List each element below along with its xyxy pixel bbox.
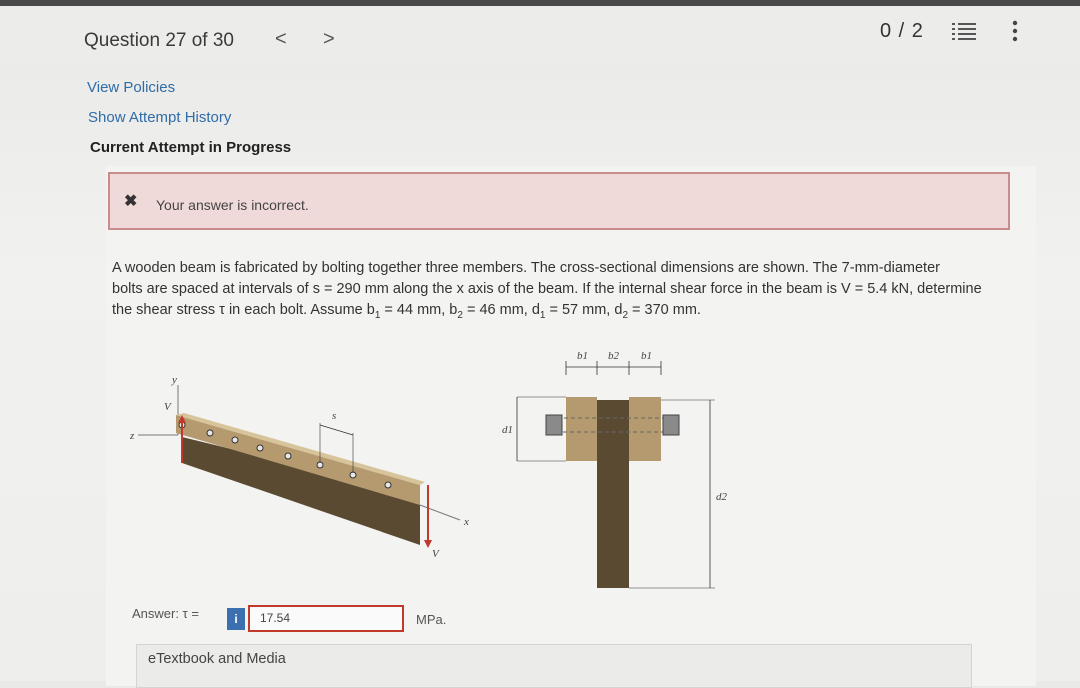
incorrect-answer-alert	[108, 172, 1010, 230]
answer-unit: MPa.	[416, 612, 447, 627]
d2-label: d2	[716, 491, 727, 503]
score-display: 0 / 2	[880, 20, 924, 42]
etextbook-label: eTextbook and Media	[148, 651, 286, 667]
more-options-icon[interactable]	[1010, 20, 1020, 42]
shear-label-bottom: V	[432, 548, 439, 560]
shear-label-top: V	[164, 401, 171, 413]
x-icon: ✖	[124, 193, 138, 210]
view-policies-link[interactable]: View Policies	[87, 79, 176, 96]
question-list-icon[interactable]	[952, 22, 976, 42]
x-axis-label: x	[464, 516, 469, 528]
z-axis-label: z	[130, 430, 135, 442]
current-attempt-label: Current Attempt in Progress	[90, 139, 292, 156]
problem-line-1: A wooden beam is fabricated by bolting together three members. The cross-sectional dimensions are shown. The 7-mm-diameter	[112, 260, 940, 276]
y-axis-label: y	[172, 374, 177, 386]
left-member	[566, 397, 597, 461]
center-member	[597, 400, 629, 588]
beam-figure	[120, 345, 770, 595]
cross-section-illustration	[517, 361, 715, 588]
alert-message: Your answer is incorrect.	[156, 197, 309, 213]
answer-label: Answer: τ =	[132, 606, 199, 621]
b2-label: b2	[608, 350, 619, 362]
right-member	[629, 397, 661, 461]
beam-3d-illustration	[138, 385, 460, 548]
show-attempt-history-link[interactable]: Show Attempt History	[88, 109, 232, 126]
b1-right-label: b1	[641, 350, 652, 362]
question-number: Question 27 of 30	[84, 30, 234, 51]
etextbook-section[interactable]	[136, 644, 972, 688]
next-question-button[interactable]: >	[323, 28, 335, 50]
d1-label: d1	[502, 424, 513, 436]
spacing-label: s	[332, 410, 337, 422]
b1-left-label: b1	[577, 350, 588, 362]
problem-statement	[112, 258, 1012, 326]
problem-line-3: the shear stress τ in each bolt. Assume $b_1 = 44$ mm, $b_2 = 46$ mm, $d_1 = 57$ mm, $d_2 = 370$ mm.	[112, 302, 701, 321]
info-icon[interactable]: i	[227, 608, 245, 630]
problem-line-2: bolts are spaced at intervals of s = 290 mm along the x axis of the beam. If the internal shear force in the beam is V = 5.4 kN, determine	[112, 281, 982, 297]
answer-input[interactable]: 17.54	[248, 605, 404, 632]
previous-question-button[interactable]: <	[275, 28, 287, 50]
